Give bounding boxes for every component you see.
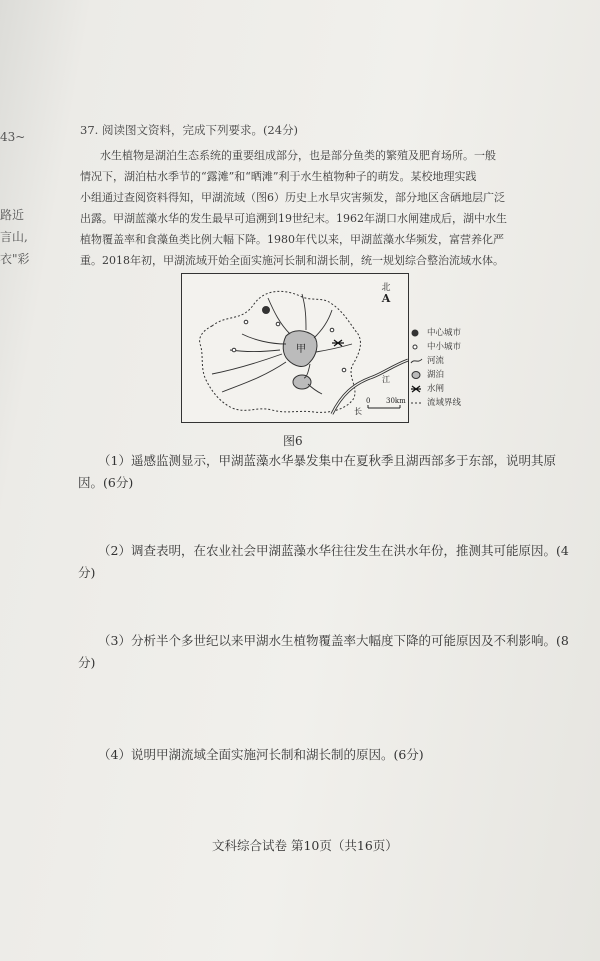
legend-item bbox=[410, 340, 461, 354]
legend-label: 湖泊 bbox=[427, 370, 445, 380]
scale-zero: 0 bbox=[366, 397, 371, 405]
paragraph-line: 出露。甲湖蓝藻水华的发生最早可追溯到19世纪末。1962年湖口水闸建成后，湖中水生 bbox=[80, 212, 507, 225]
sub-question-line: 分) bbox=[78, 655, 96, 670]
sluice-gate bbox=[332, 340, 344, 346]
sluice-icon bbox=[410, 384, 424, 394]
legend-item bbox=[410, 368, 461, 382]
paragraph-line: 植物覆盖率和食藻鱼类比例大幅下降。1980年代以来，甲湖蓝藻水华频发，富营养化严 bbox=[80, 233, 504, 246]
figure-caption: 图6 bbox=[283, 434, 303, 448]
page-footer: 文科综合试卷 第10页（共16页） bbox=[212, 838, 398, 853]
map-drawing bbox=[182, 274, 408, 422]
small-city bbox=[330, 328, 334, 332]
legend-label: 中心城市 bbox=[427, 328, 462, 338]
small-city bbox=[276, 322, 280, 326]
question-header: 37. 阅读图文资料，完成下列要求。(24分) bbox=[80, 123, 299, 137]
question-paragraph bbox=[80, 145, 550, 271]
legend-label: 河流 bbox=[427, 356, 445, 366]
legend-label: 中小城市 bbox=[427, 342, 462, 352]
small-city bbox=[342, 368, 346, 372]
sub-question-line: 分) bbox=[78, 565, 96, 580]
legend-item bbox=[410, 354, 461, 368]
river-label: 江 bbox=[382, 375, 390, 384]
legend-label: 流域界线 bbox=[427, 398, 462, 408]
boundary-icon bbox=[410, 398, 424, 408]
scale-value: 30km bbox=[386, 397, 406, 405]
sub-question-4 bbox=[98, 744, 568, 766]
sub-question-line: （1）遥感监测显示，甲湖蓝藻水华暴发集中在夏秋季且湖西部多于东部，说明其原 bbox=[98, 453, 556, 468]
legend-label: 水闸 bbox=[427, 384, 445, 394]
left-fragment: 言山, bbox=[0, 230, 28, 244]
left-fragment: 43~ bbox=[0, 130, 26, 144]
sub-question-2 bbox=[78, 540, 569, 584]
sub-question-line: （3）分析半个多世纪以来甲湖水生植物覆盖率大幅度下降的可能原因及不利影响。(8 bbox=[98, 633, 569, 648]
lake-icon bbox=[410, 370, 424, 380]
basin-boundary bbox=[200, 291, 361, 412]
sub-question-line: （2）调查表明，在农业社会甲湖蓝藻水华往往发生在洪水年份，推测其可能原因。(4 bbox=[98, 543, 569, 558]
small-city bbox=[232, 348, 236, 352]
sub-question-1 bbox=[78, 450, 568, 494]
small-city-icon bbox=[410, 342, 424, 352]
sub-question-line: 因。(6分) bbox=[78, 475, 134, 490]
paragraph-line: 情况下，湖泊枯水季节的“露滩”和“晒滩”利于水生植物种子的萌发。某校地理实践 bbox=[80, 170, 477, 183]
small-city bbox=[244, 320, 248, 324]
paragraph-line: 水生植物是湖泊生态系统的重要组成部分，也是部分鱼类的繁殖及肥育场所。一般 bbox=[100, 149, 496, 162]
paragraph-line: 重。2018年初，甲湖流域开始全面实施河长制和湖长制，统一规划综合整治流域水体。 bbox=[80, 254, 504, 267]
rivers bbox=[212, 294, 352, 394]
river-label: 长 bbox=[354, 407, 362, 416]
sub-question-3 bbox=[78, 630, 569, 674]
north-label: 北 bbox=[381, 283, 391, 293]
legend-item bbox=[410, 326, 461, 340]
lake-basin-map bbox=[181, 273, 409, 423]
left-fragment: 衣"彩 bbox=[0, 252, 30, 266]
legend-item bbox=[410, 382, 461, 396]
legend-item bbox=[410, 396, 461, 410]
river-icon bbox=[410, 356, 424, 366]
left-fragment: 路近 bbox=[0, 208, 25, 222]
north-arrow: A bbox=[381, 292, 391, 305]
small-lake bbox=[293, 375, 311, 389]
map-legend bbox=[410, 326, 461, 410]
sub-question-line: （4）说明甲湖流域全面实施河长制和湖长制的原因。(6分) bbox=[98, 747, 424, 762]
central-city bbox=[263, 307, 270, 314]
paragraph-line: 小组通过查阅资料得知，甲湖流域（图6）历史上水旱灾害频发，部分地区含硒地层广泛 bbox=[80, 191, 505, 204]
central-city-icon bbox=[410, 328, 424, 338]
lake-label: 甲 bbox=[296, 344, 306, 355]
